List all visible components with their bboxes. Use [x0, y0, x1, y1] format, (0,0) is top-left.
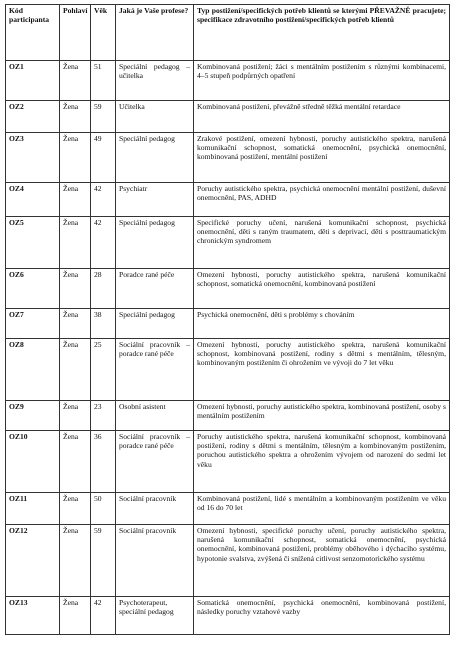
cell-code: OZ13	[6, 597, 60, 635]
table-row	[6, 183, 450, 217]
cell-code: OZ10	[6, 431, 60, 493]
cell-age: 49	[91, 133, 116, 183]
cell-sex: Žena	[60, 61, 91, 101]
cell-needs: Somatická onemocnění, psychická onemocnění, kombinovaná postižení, následky poruchy vztahové vazby	[194, 597, 450, 635]
cell-needs: Omezení hybnosti, poruchy autistického spektra, narušená komunikační schopnost, somatická onemocnění, kombinovaná postižení	[194, 269, 450, 309]
table-row	[6, 339, 450, 401]
cell-code: OZ2	[6, 101, 60, 133]
cell-profession: Sociální pracovník	[116, 525, 194, 597]
cell-sex: Žena	[60, 217, 91, 269]
cell-profession: Speciální pedagog	[116, 217, 194, 269]
cell-code: OZ7	[6, 309, 60, 339]
cell-age: 42	[91, 597, 116, 635]
cell-profession: Sociální pracovník	[116, 493, 194, 525]
table-row	[6, 401, 450, 431]
table-row	[6, 309, 450, 339]
header-code: Kód participanta	[6, 5, 60, 61]
cell-sex: Žena	[60, 493, 91, 525]
cell-age: 28	[91, 269, 116, 309]
cell-age: 50	[91, 493, 116, 525]
cell-needs: Omezení hybnosti, specifické poruchy učení, poruchy autistického spektra, narušená komunikační schopnost, somatická onemocnění, psychická onemocnění, kombinovaná postižení, problémy oběhového i dýchacího systému, hypotonie svalstva, zvýšená či snížená citlivost senzomotorického systému	[194, 525, 450, 597]
cell-code: OZ6	[6, 269, 60, 309]
cell-sex: Žena	[60, 183, 91, 217]
cell-profession: Psychiatr	[116, 183, 194, 217]
cell-code: OZ12	[6, 525, 60, 597]
cell-code: OZ5	[6, 217, 60, 269]
cell-sex: Žena	[60, 525, 91, 597]
cell-age: 51	[91, 61, 116, 101]
participants-table	[5, 4, 450, 635]
cell-code: OZ3	[6, 133, 60, 183]
cell-needs: Psychická onemocnění, děti s problémy s chováním	[194, 309, 450, 339]
table-row	[6, 217, 450, 269]
table-row	[6, 133, 450, 183]
cell-age: 59	[91, 101, 116, 133]
table-row	[6, 493, 450, 525]
cell-needs: Omezení hybnosti, poruchy autistického spektra, narušená komunikační schopnost, kombinovaná postižení, rodiny s dětmi s mentálním, tělesným, kombinovaným postižením či ohrožením ve vývoji do 7 let věku	[194, 339, 450, 401]
cell-needs: Poruchy autistického spektra, psychická onemocnění mentální postižení, duševní onemocnění, PAS, ADHD	[194, 183, 450, 217]
cell-code: OZ11	[6, 493, 60, 525]
header-age: Věk	[91, 5, 116, 61]
cell-age: 36	[91, 431, 116, 493]
cell-sex: Žena	[60, 133, 91, 183]
cell-sex: Žena	[60, 339, 91, 401]
cell-code: OZ9	[6, 401, 60, 431]
cell-profession: Speciální pedagog	[116, 133, 194, 183]
table-row	[6, 269, 450, 309]
cell-code: OZ1	[6, 61, 60, 101]
cell-age: 42	[91, 183, 116, 217]
cell-needs: Poruchy autistického spektra, narušená komunikační schopnost, kombinovaná postižení, rodiny s dětmi s mentálním, tělesným a kombinovaným postižením, poruchou autistického spektra a ohrožením vývojem od narození do sedmi let věku	[194, 431, 450, 493]
cell-needs: Kombinovaná postižení, lidé s mentálním a kombinovaným postižením ve věku od 16 do 70 let	[194, 493, 450, 525]
table-header-row	[6, 5, 450, 61]
table-body	[6, 61, 450, 635]
cell-needs: Kombinovaná postižení; žáci s mentálním postižením s různými kombinacemi, 4–5 stupeň podpůrných opatření	[194, 61, 450, 101]
cell-age: 42	[91, 217, 116, 269]
cell-code: OZ8	[6, 339, 60, 401]
cell-profession: Speciální pedagog – učitelka	[116, 61, 194, 101]
table-row	[6, 61, 450, 101]
cell-profession: Učitelka	[116, 101, 194, 133]
cell-age: 25	[91, 339, 116, 401]
cell-profession: Speciální pedagog	[116, 309, 194, 339]
cell-needs: Zrakové postižení, omezení hybnosti, poruchy autistického spektra, narušená komunikační schopnost, somatická onemocnění, psychická onemocnění, kombinovaná postižení, mentální postižení	[194, 133, 450, 183]
cell-profession: Sociální pracovník – poradce rané péče	[116, 339, 194, 401]
cell-age: 38	[91, 309, 116, 339]
cell-age: 59	[91, 525, 116, 597]
cell-needs: Kombinovaná postižení, převážně středně těžká mentální retardace	[194, 101, 450, 133]
header-profession: Jaká je Vaše profese?	[116, 5, 194, 61]
cell-profession: Psychoterapeut, speciální pedagog	[116, 597, 194, 635]
cell-needs: Omezení hybnosti, poruchy autistického spektra, kombinovaná postižení, osoby s mentálním postižením	[194, 401, 450, 431]
cell-sex: Žena	[60, 597, 91, 635]
cell-sex: Žena	[60, 101, 91, 133]
header-sex: Pohlaví	[60, 5, 91, 61]
cell-profession: Sociální pracovník – poradce rané péče	[116, 431, 194, 493]
cell-sex: Žena	[60, 269, 91, 309]
table-row	[6, 597, 450, 635]
cell-profession: Poradce rané péče	[116, 269, 194, 309]
cell-code: OZ4	[6, 183, 60, 217]
cell-sex: Žena	[60, 309, 91, 339]
table-row	[6, 431, 450, 493]
cell-sex: Žena	[60, 431, 91, 493]
table-row	[6, 101, 450, 133]
header-needs: Typ postižení/specifických potřeb klientů se kterými PŘEVAŽNĚ pracujete; specifikace zdravotního postižení/specifických potřeb klientů	[194, 5, 450, 61]
cell-profession: Osobní asistent	[116, 401, 194, 431]
cell-age: 23	[91, 401, 116, 431]
cell-sex: Žena	[60, 401, 91, 431]
table-row	[6, 525, 450, 597]
cell-needs: Specifické poruchy učení, narušená komunikační schopnost, psychická onemocnění, děti s raným traumatem, děti s deprivací, děti s posttraumatickým chronickým syndromem	[194, 217, 450, 269]
